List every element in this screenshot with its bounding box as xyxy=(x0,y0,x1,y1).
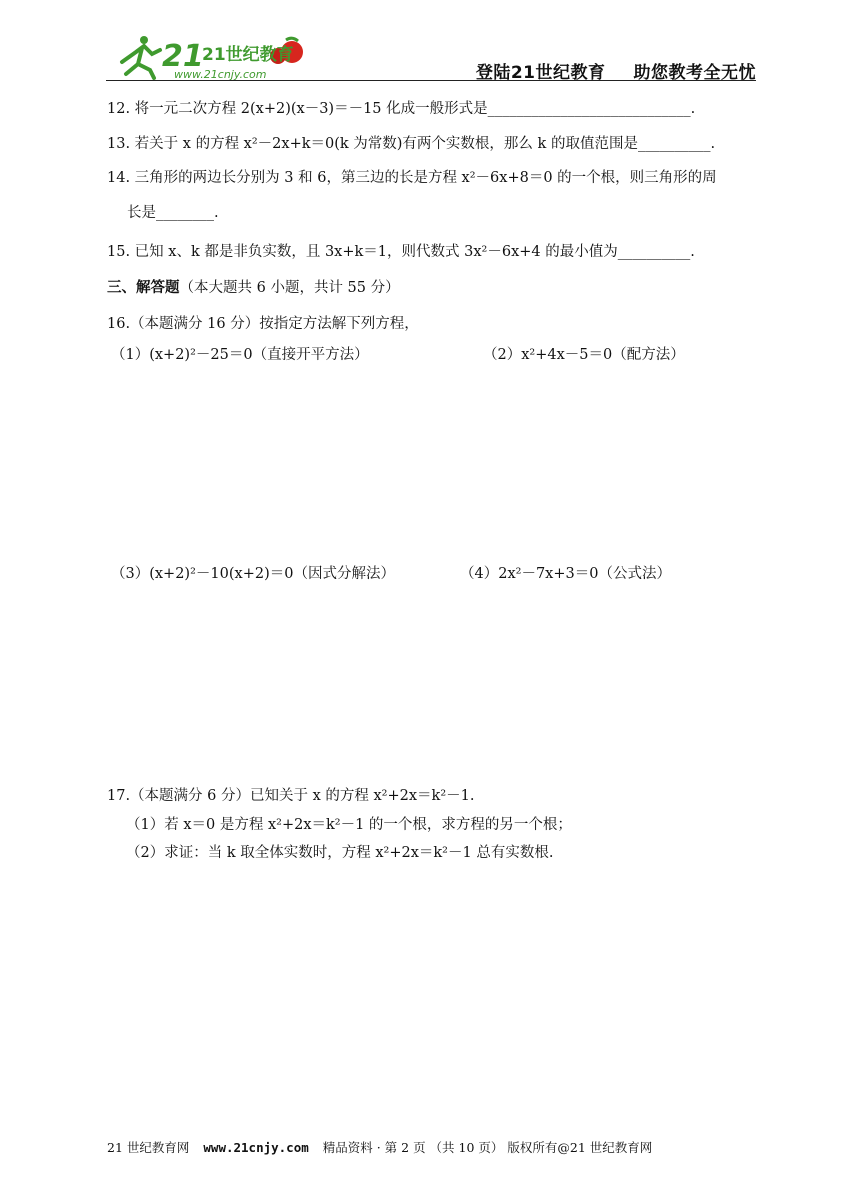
question-16-part-4: （4）2x²－7x+3＝0（公式法） xyxy=(460,566,671,582)
page-footer xyxy=(107,1138,652,1156)
section-3-heading xyxy=(107,278,400,298)
footer-site-name: 21 世纪教育网 xyxy=(107,1140,190,1155)
question-14-line-1: 14. 三角形的两边长分别为 3 和 6，第三边的长是方程 x²－6x+8＝0 的一个根，则三角形的周 xyxy=(107,170,717,186)
running-figure-icon xyxy=(122,36,160,78)
footer-url-link[interactable]: www.21cnjy.com xyxy=(203,1140,309,1155)
section-3-note: （本大题共 6 小题，共计 55 分） xyxy=(179,280,400,296)
section-3-title: 三、解答题 xyxy=(107,280,180,296)
slogan-login: 登陆21世纪教育 xyxy=(475,63,606,83)
header-divider xyxy=(106,80,756,81)
question-16-part-3: （3）(x+2)²－10(x+2)＝0（因式分解法） xyxy=(111,566,395,582)
question-17: 17.（本题满分 6 分）已知关于 x 的方程 x²+2x＝k²－1. xyxy=(107,788,475,804)
question-16-part-2: （2）x²+4x－5＝0（配方法） xyxy=(483,347,685,363)
site-logo xyxy=(114,32,314,80)
logo-url: www.21cnjy.com xyxy=(174,68,267,80)
slogan-help: 助您教考全无忧 xyxy=(633,63,756,83)
question-17-part-1: （1）若 x＝0 是方程 x²+2x＝k²－1 的一个根，求方程的另一个根； xyxy=(126,817,572,833)
question-16: 16.（本题满分 16 分）按指定方法解下列方程， xyxy=(107,316,419,332)
question-13: 13. 若关于 x 的方程 x²－2x+k＝0(k 为常数)有两个实数根，那么 k 的取值范围是__________. xyxy=(107,136,716,152)
question-12: 12. 将一元二次方程 2(x+2)(x－3)＝－15 化成一般形式是____________________________. xyxy=(107,101,696,117)
question-16-part-1: （1）(x+2)²－25＝0（直接开平方法） xyxy=(111,347,369,363)
question-17-part-2: （2）求证：当 k 取全体实数时，方程 x²+2x＝k²－1 总有实数根. xyxy=(126,845,554,861)
question-14-line-2: 长是________. xyxy=(127,205,219,221)
page-header xyxy=(106,30,756,82)
question-15: 15. 已知 x、k 都是非负实数，且 3x+k＝1，则代数式 3x²－6x+4 的最小值为__________. xyxy=(107,244,695,260)
svg-text:21: 21 xyxy=(162,39,204,74)
footer-page-info: 精品资料 · 第 2 页 （共 10 页） 版权所有@21 世纪教育网 xyxy=(322,1140,653,1155)
logo-text: 21世纪教育 xyxy=(202,45,294,65)
